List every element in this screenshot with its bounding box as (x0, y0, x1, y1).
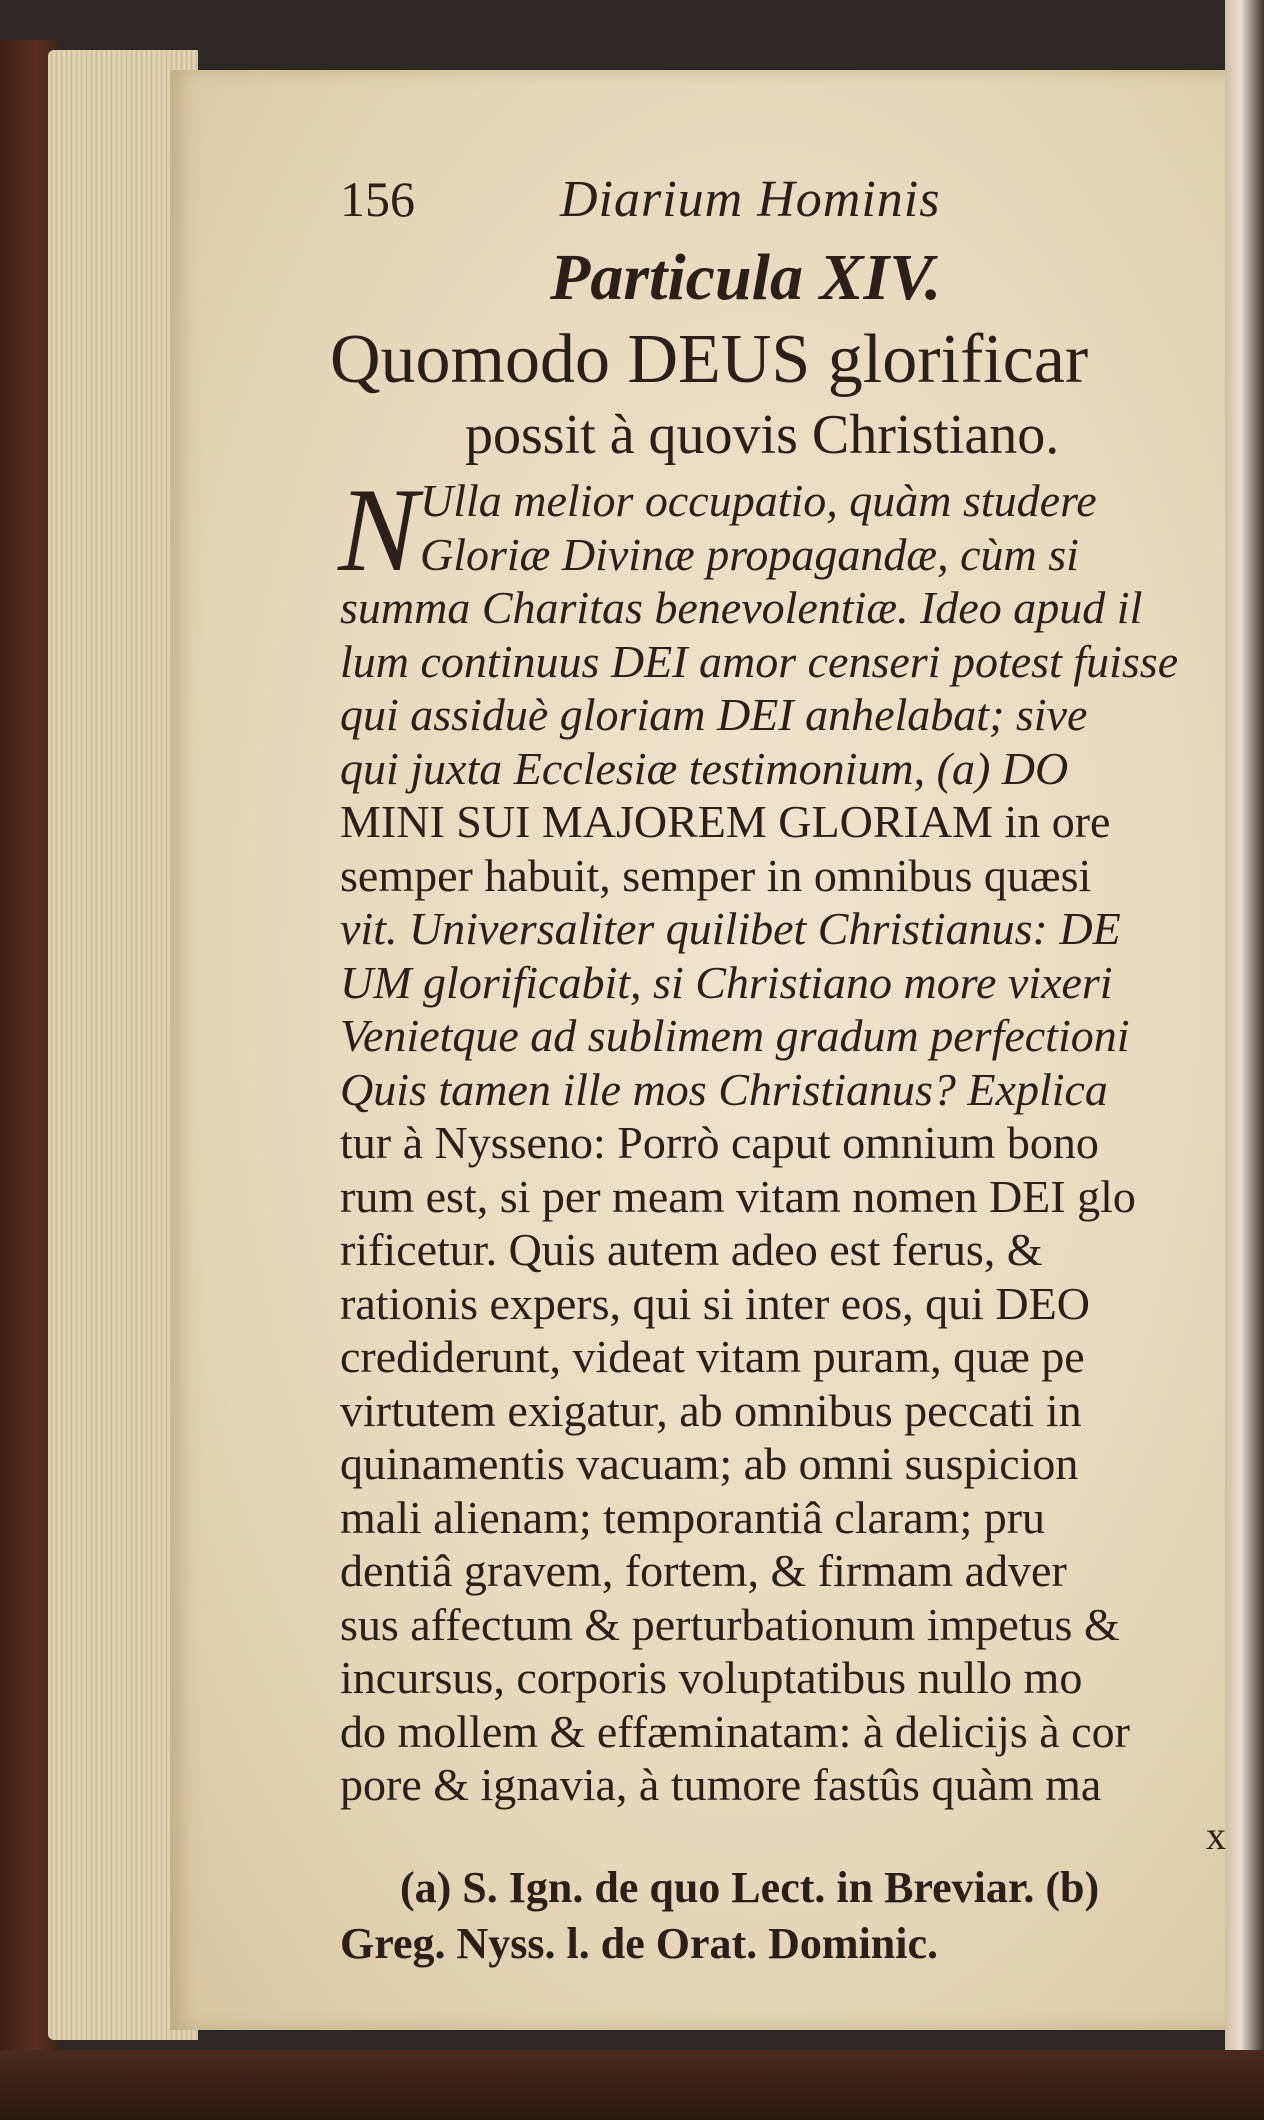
text-line: Venietque ad sublimem gradum perfectioni (340, 1010, 1130, 1061)
text-line: summa Charitas benevolentiæ. Ideo apud il (340, 582, 1143, 633)
text-line: vit. Universaliter quilibet Christianus: DE (340, 903, 1121, 954)
text-line: N Ulla melior occupatio, quàm studere (338, 463, 1097, 596)
text-line: lum continuus DEI amor censeri potest fuisse (340, 635, 1179, 687)
text-line: Gloriæ Divinæ propagandæ, cùm si (420, 528, 1079, 580)
text-line: tur à Nysseno: Porrò caput omnium bono (340, 1117, 1099, 1168)
book-cover-bottom (0, 2050, 1264, 2120)
footnote: (a) S. Ign. de quo Lect. in Breviar. (b) (400, 1862, 1100, 1912)
text-line: incursus, corporis voluptatibus nullo mo (340, 1652, 1083, 1703)
text-line: do mollem & effæminatam: à delicijs à cor (340, 1705, 1130, 1757)
text-line: qui assiduè gloriam DEI anhelabat; sive (340, 689, 1088, 740)
text-line: sus affectum & perturbationum impetus & (340, 1598, 1120, 1650)
footnote: Greg. Nyss. l. de Orat. Dominic. (340, 1918, 939, 1968)
page-header (340, 170, 1240, 240)
text-line: rum est, si per meam vitam nomen DEI glo (340, 1170, 1136, 1222)
text-line: semper habuit, semper in omnibus quæsi (340, 849, 1092, 901)
section-title: Particula XIV. (550, 241, 942, 314)
text-line: pore & ignavia, à tumore fastûs quàm ma (340, 1759, 1102, 1810)
text-line: MINI SUI MAJOREM GLORIAM in ore (340, 796, 1111, 847)
text-line: qui juxta Ecclesiæ testimonium, (a) DO (340, 742, 1069, 794)
text-line: virtutem exigatur, ab omnibus peccati in (340, 1384, 1082, 1436)
text-line: crediderunt, videat vitam puram, quæ pe (340, 1331, 1085, 1382)
page-text (330, 170, 1240, 1972)
text-line: mali alienam; temporantiâ claram; pru (340, 1491, 1046, 1543)
chapter-title: Quomodo DEUS glorificar (330, 321, 1089, 398)
chapter-subtitle: possit à quovis Christiano. (465, 404, 1060, 466)
text-line: UM glorificabit, si Christiano more vixeri (340, 956, 1113, 1008)
page-number: 156 (340, 171, 415, 227)
drop-cap: N (338, 463, 419, 596)
text-line: Quis tamen ille mos Christianus? Explica (340, 1063, 1108, 1115)
text-line: dentiâ gravem, fortem, & firmam adver (340, 1545, 1067, 1596)
catchword: x (1206, 1812, 1226, 1858)
running-head: Diarium Hominis (560, 171, 941, 228)
text-line: quinamentis vacuam; ab omni suspicion (340, 1438, 1079, 1489)
text-line: rationis expers, qui si inter eos, qui DEO (340, 1277, 1090, 1329)
text-line: rificetur. Quis autem adeo est ferus, & (340, 1224, 1043, 1275)
body-text (338, 463, 1240, 1812)
